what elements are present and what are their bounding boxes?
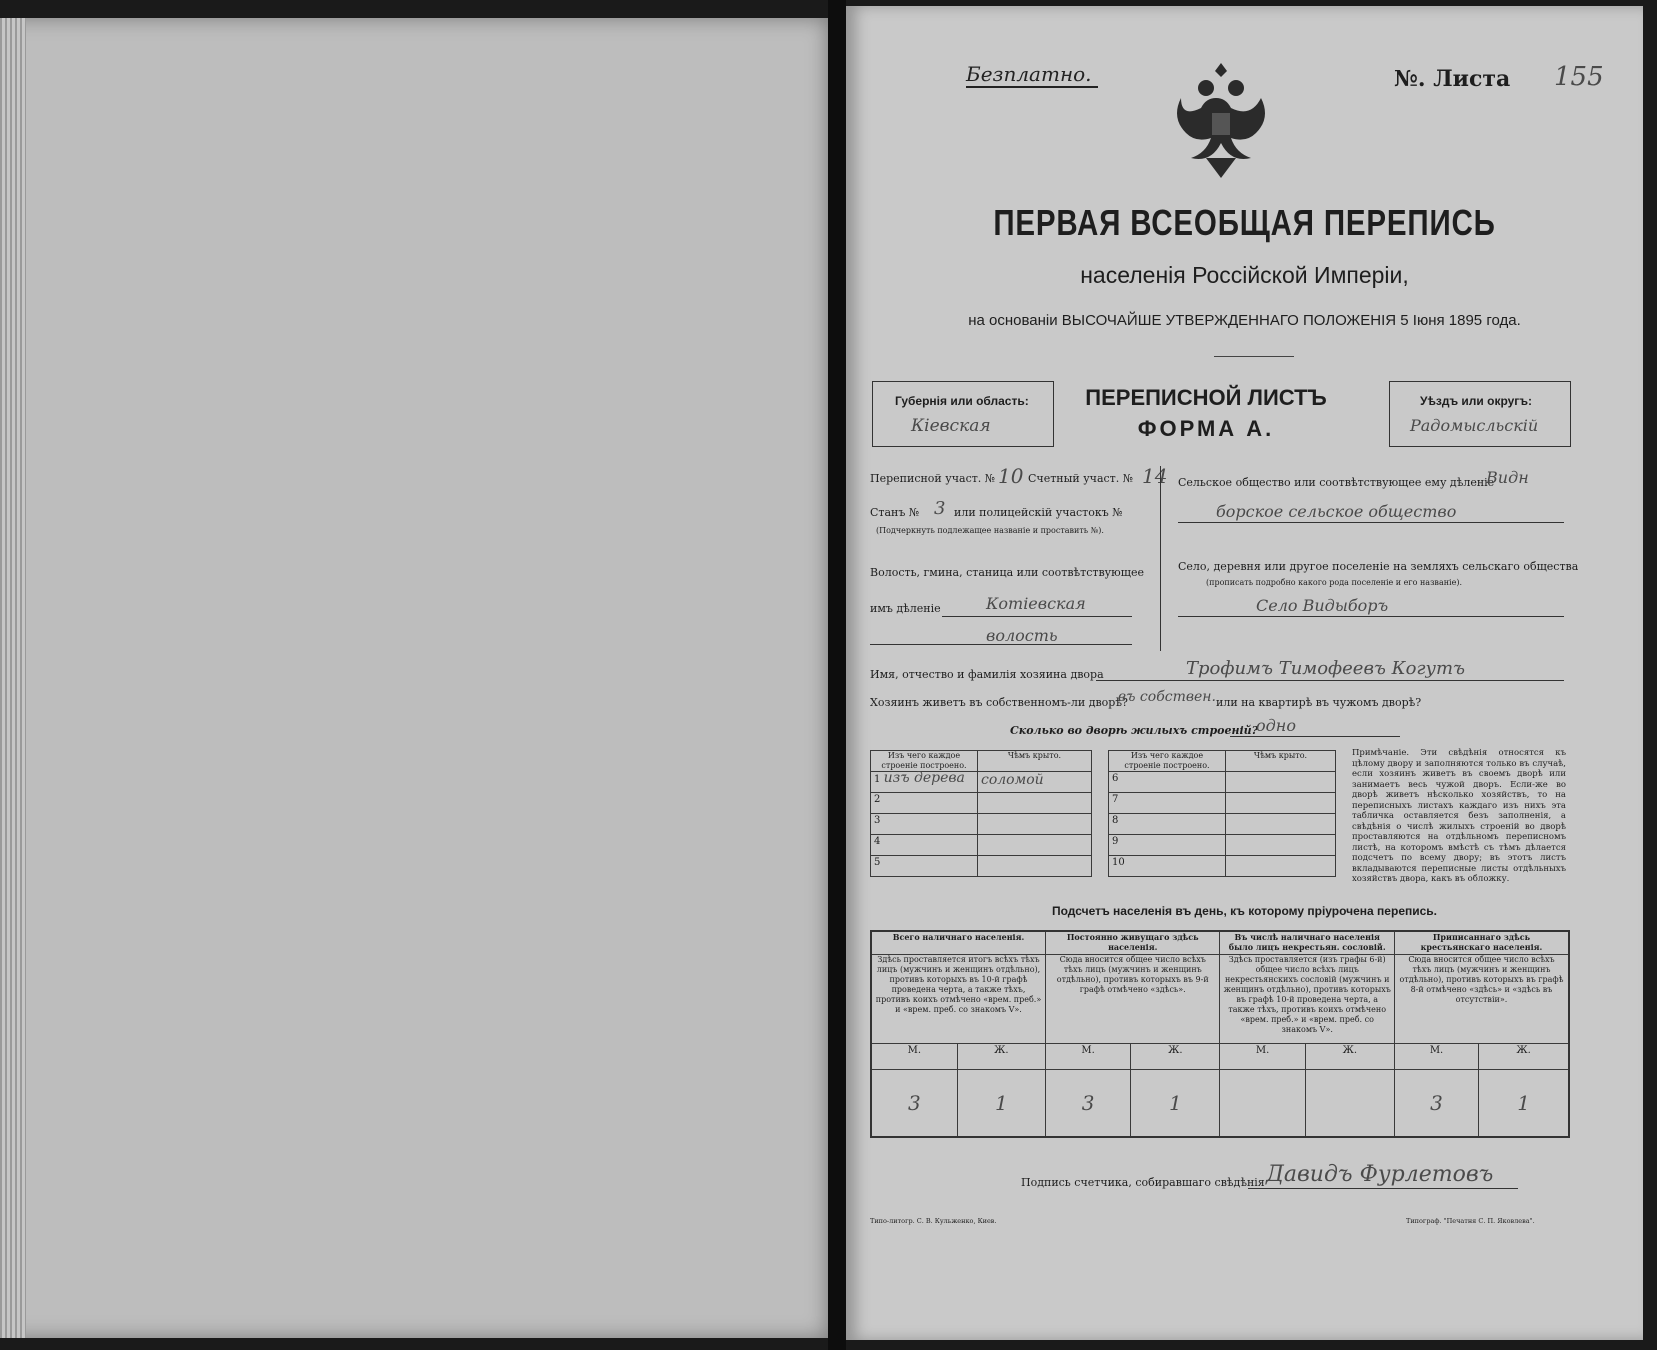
sheet-number-value: 155 [1554,62,1604,92]
row-number: 7 [1109,793,1226,814]
male-header: М. [1045,1043,1130,1069]
volost-label: Волость, гмина, станица или соотвѣтствующее [870,566,1144,579]
row-number: 8 [1109,814,1226,835]
roof-header: Чѣмъ крыто. [1226,751,1336,772]
volost-underline [942,616,1132,617]
stan-note: (Подчеркнуть подлежащее названіе и проставить №). [876,526,1104,535]
guberniya-box [872,381,1054,447]
female-header: Ж. [1305,1043,1394,1069]
count-col-desc: Здѣсь проставляется итогъ всѣхъ тѣхъ лицъ (мужчинъ и женщинъ отдѣльно), противъ которыхъ въ 10-й графѣ проведена черта, а также тѣхъ, противъ коихъ отмѣчено «врем. преб.» и «врем. преб. со знакомъ V». [871,955,1045,1043]
owner-value: Трофимъ Тимофеевъ Когутъ [1186,658,1466,679]
form-letter: ФОРМА А. [1137,416,1275,441]
count-col-title: Приписаннаго здѣсь крестьянскаго населенія. [1394,931,1569,955]
page-edges [0,18,26,1338]
stan-rest: или полицейскій участокъ № [954,506,1123,519]
double-headed-eagle-emblem [1166,58,1276,188]
row-number: 2 [871,793,978,814]
male-header: М. [1220,1043,1305,1069]
guberniya-value: Кіевская [911,416,991,436]
signature-label: Подпись счетчика, собиравшаго свѣдѣнія [1021,1176,1265,1189]
obshchestvo-value: Видн [1486,468,1529,487]
obshchestvo-value-2: борское сельское общество [1216,502,1457,521]
schetny-value: 14 [1142,464,1168,488]
count-col-desc: Сюда вносится общее число всѣхъ тѣхъ лицъ (мужчинъ и женщинъ отдѣльно), противъ которыхъ въ 9-й графѣ отмѣчено «здѣсь». [1045,955,1219,1043]
census-title: ПЕРВАЯ ВСЕОБЩАЯ ПЕРЕПИСЬ [993,202,1496,243]
row-number: 4 [871,835,978,856]
obshchestvo-label: Сельское общество или соотвѣтствующее ему дѣленіе [1178,476,1495,489]
guberniya-label: Губернія или область: [895,394,1029,408]
female-header: Ж. [957,1043,1045,1069]
roof-value: соломой [978,772,1092,793]
owner-lives-rest: или на квартирѣ въ чужомъ дворѣ? [1216,696,1422,709]
female-count [1305,1069,1394,1137]
male-count [1220,1069,1305,1137]
row-number: 10 [1109,856,1226,877]
sheet-number-label: №. Листа [1394,66,1511,92]
owner-lives-label: Хозяинъ живетъ въ собственномъ-ли дворѣ? [870,696,1128,709]
ornament-divider [1214,356,1294,357]
male-count: 3 [871,1069,957,1137]
owner-underline [1096,680,1564,681]
selo-value: Село Видыборъ [1256,596,1389,615]
census-basis: на основаніи ВЫСОЧАЙШЕ УТВЕРЖДЕННАГО ПОЛОЖЕНІЯ 5 Іюня 1895 года. [968,312,1521,329]
count-col-title: Всего наличнаго населенія. [871,931,1045,955]
buildings-count-value: одно [1256,716,1296,735]
buildings-note: Примѣчаніе. Эти свѣдѣнія относятся къ цѣлому двору и заполняются только въ случаѣ, если хозяинъ живетъ въ своемъ дворѣ или занимаетъ весь чужой дворъ. Если-же во дворѣ живетъ нѣсколько хозяйствъ, то на переписныхъ листахъ каждаго изъ нихъ эта табличка оставляется безъ заполненія, а свѣдѣнія о числѣ жилыхъ строеній во дворѣ проставляются на отдѣльномъ переписномъ листѣ, на которомъ вмѣстѣ съ тѣмъ дѣлается подсчетъ по всему двору; въ этотъ листъ вкладываются переписные листы отдѣльныхъ хозяйствъ двора, какъ въ обложку. [1352,748,1566,884]
male-header: М. [871,1043,957,1069]
volost-value: Котіевская [986,594,1086,613]
selo-underline [1178,616,1564,617]
census-subtitle: населенія Россійской Имперіи, [1080,262,1409,288]
female-count: 1 [957,1069,1045,1137]
stan-value: 3 [934,498,946,519]
free-of-charge-label: Безплатно. [966,62,1098,88]
left-page [0,18,845,1338]
fields-divider [1160,466,1161,651]
row-number: 1 [874,774,881,785]
perepisnoy-value: 10 [998,464,1024,488]
book-gutter [828,0,846,1350]
uezd-value: Радомысльскій [1410,416,1539,435]
buildings-underline [1230,736,1400,737]
volost-value-2: волость [986,626,1058,645]
selo-note: (прописать подробно какого рода поселеніе и его названіе). [1206,578,1462,587]
signature-underline [1248,1188,1518,1189]
form-title: ПЕРЕПИСНОЙ ЛИСТЪ [1085,385,1327,410]
uezd-box [1389,381,1571,447]
row-number: 3 [871,814,978,835]
enumerator-signature: Давидъ Фурлетовъ [1266,1162,1494,1187]
count-col-desc: Здѣсь проставляется (изъ графы 6-й) общее число всѣхъ лицъ некрестьянскихъ сословій (мужчинъ и женщинъ отдѣльно), противъ которыхъ въ графѣ 10-й проведена черта, а также тѣхъ, противъ коихъ отмѣчено «врем. преб.» и «врем. преб. со знакомъ V». [1220,955,1394,1043]
count-col-desc: Сюда вносится общее число всѣхъ тѣхъ лицъ (мужчинъ и женщинъ отдѣльно), противъ которыхъ въ графѣ 8-й отмѣчено «здѣсь» и «здѣсь въ отсутствіи». [1394,955,1569,1043]
female-header: Ж. [1479,1043,1569,1069]
row-number: 5 [871,856,978,877]
selo-label: Село, деревня или другое поселеніе на земляхъ сельскаго общества [1178,560,1579,573]
printer-imprint-left: Типо-литогр. С. В. Кульженко, Киев. [870,1217,997,1225]
owner-label: Имя, отчество и фамилія хозяина двора [870,668,1104,681]
roof-header: Чѣмъ крыто. [978,751,1092,772]
male-count: 3 [1045,1069,1130,1137]
count-heading: Подсчетъ населенія въ день, къ которому пріурочена перепись. [1052,904,1437,918]
row-number: 9 [1109,835,1226,856]
row-number: 6 [1109,772,1226,793]
owner-lives-value: въ собствен. [1118,689,1216,705]
buildings-table-left [870,750,1092,877]
volost-label-2: имъ дѣленіе [870,602,941,615]
count-col-title: Постоянно живущаго здѣсь населенія. [1045,931,1219,955]
material-value: изъ дерева [883,770,965,786]
uezd-label: Уѣздъ или округъ: [1420,394,1533,408]
buildings-table-right [1108,750,1336,877]
schetny-label: Счетный участ. № [1028,472,1134,485]
volost-underline-2 [870,644,1132,645]
female-count: 1 [1131,1069,1220,1137]
female-header: Ж. [1131,1043,1220,1069]
perepisnoy-label: Переписной участ. № [870,472,996,485]
printer-imprint-right: Типограф. "Печатня С. П. Яковлева". [1406,1217,1535,1225]
buildings-count-label: Сколько во дворѣ жилыхъ строеній? [1010,724,1259,737]
material-header: Изъ чего каждое строеніе построено. [1109,751,1226,772]
obshchestvo-underline [1178,522,1564,523]
count-col-title: Въ числѣ наличнаго населенія было лицъ некрестьян. сословій. [1220,931,1394,955]
census-form-page [846,6,1643,1340]
male-count: 3 [1394,1069,1478,1137]
material-header: Изъ чего каждое строеніе построено. [871,751,978,772]
stan-label: Станъ № [870,506,920,519]
male-header: М. [1394,1043,1478,1069]
female-count: 1 [1479,1069,1569,1137]
population-count-table [870,930,1570,1138]
